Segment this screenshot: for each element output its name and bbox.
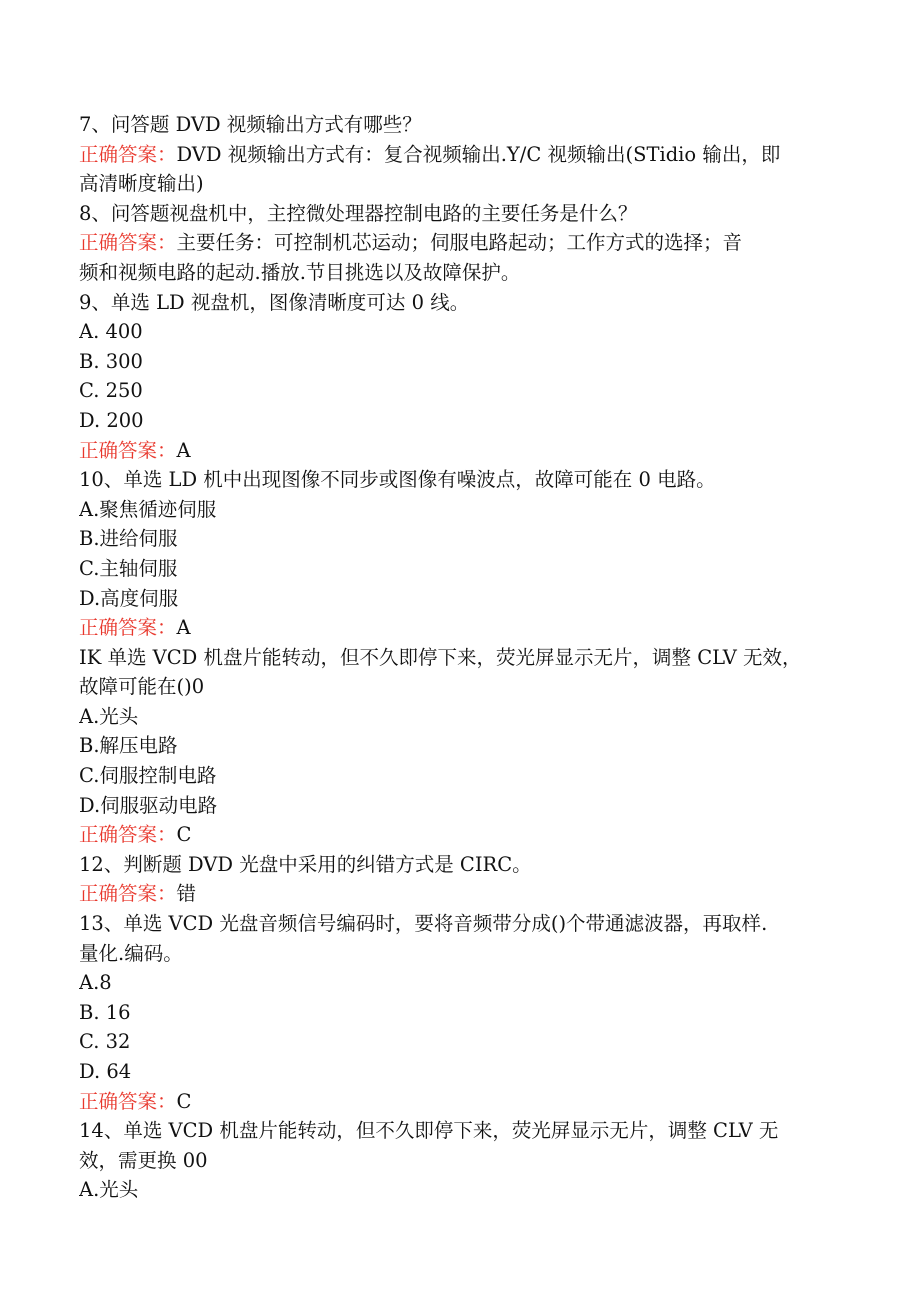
answer-label: 正确答案： [79,438,177,462]
option-d: D. 200 [79,408,144,432]
answer-7 [79,140,839,170]
question-9: 9、单选 LD 视盘机，图像清晰度可达 0 线。 [79,290,470,314]
option-b: B.解压电路 [79,734,178,758]
option-d: D. 64 [79,1060,132,1083]
answer-text: A [176,616,191,640]
answer-text: A [176,438,191,462]
option-c: C.伺服控制电路 [79,764,217,788]
option-a: A.光头 [79,1178,139,1202]
question-14-continued: 效，需更换 00 [79,1148,208,1172]
answer-text: DVD 视频输出方式有：复合视频输出.Y/C 视频输出(STidio 输出，即 [176,142,781,166]
question-11: IK 单选 VCD 机盘片能转动，但不久即停下来，荧光屏显示无片，调整 CLV 无效， [79,645,802,669]
question-13-continued: 量化.编码。 [79,941,183,965]
question-11-continued: 故障可能在()0 [79,675,205,699]
answer-7-continued: 高清晰度输出) [79,172,204,196]
option-b: B.进给伺服 [79,527,178,551]
question-list [79,110,839,1205]
answer-12 [79,879,839,909]
option-d: D.高度伺服 [79,586,179,610]
option-a: A.聚焦循迹伺服 [79,497,217,521]
question-8: 8、问答题视盘机中，主控微处理器控制电路的主要任务是什么？ [79,201,638,225]
question-7: 7、问答题 DVD 视频输出方式有哪些？ [79,113,422,136]
answer-label: 正确答案： [79,231,177,255]
answer-8-continued: 频和视频电路的起动.播放.节目挑选以及故障保护。 [79,260,521,284]
answer-10 [79,613,839,643]
answer-label: 正确答案： [79,823,177,847]
answer-8 [79,228,839,258]
option-c: C. 32 [79,1030,131,1054]
answer-label: 正确答案： [79,1089,177,1113]
answer-text: 主要任务：可控制机芯运动；伺服电路起动；工作方式的选择；音 [176,231,743,255]
question-12: 12、判断题 DVD 光盘中采用的纠错方式是 CIRC。 [79,852,532,876]
option-d: D.伺服驱动电路 [79,793,218,817]
option-b: B. 16 [79,1000,131,1024]
answer-text: 错 [176,882,197,906]
answer-label: 正确答案： [79,142,177,166]
answer-11 [79,820,839,850]
option-c: C. 250 [79,379,143,403]
option-b: B. 300 [79,349,143,373]
question-14: 14、单选 VCD 机盘片能转动，但不久即停下来，荧光屏显示无片，调整 CLV 无 [79,1119,779,1143]
question-13: 13、单选 VCD 光盘音频信号编码时，要将音频带分成()个带通滤波器，再取样. [79,912,768,936]
option-a: A.8 [79,971,112,995]
answer-label: 正确答案： [79,616,177,640]
answer-9 [79,436,839,466]
answer-text: C [176,1089,192,1113]
answer-text: C [176,823,192,847]
answer-13 [79,1087,839,1117]
answer-label: 正确答案： [79,882,177,906]
option-a: A. 400 [79,320,143,344]
option-a: A.光头 [79,704,139,728]
question-10: 10、单选 LD 机中出现图像不同步或图像有噪波点，故障可能在 0 电路。 [79,468,716,492]
option-c: C.主轴伺服 [79,556,178,580]
